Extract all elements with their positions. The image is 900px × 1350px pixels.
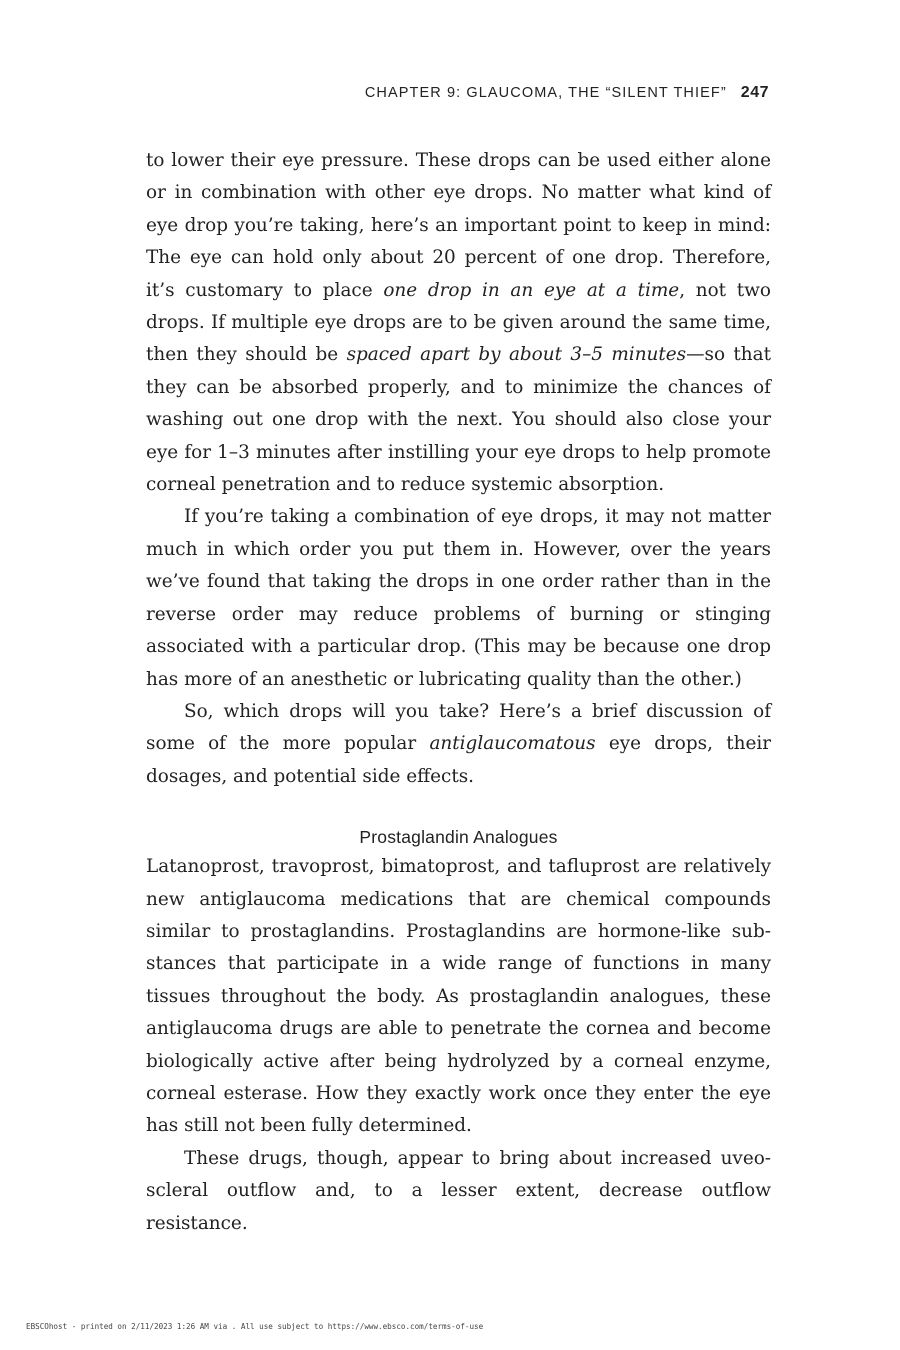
paragraph-1-part-a: to lower their eye pressure. These drops can be used either alone or in combination with other eye drops. No matter what kind of eye drop you’re taking, here’s an important point to keep in mind: The eye can hold only about 20 percent of one drop. Therefore, it’s customary to place xyxy=(146,150,771,301)
paragraph-3-part-a: So, which drops will you take? Here’s a brief discussion of some of the more popular xyxy=(146,700,771,755)
chapter-title: CHAPTER 9: GLAUCOMA, THE “SILENT THIEF” xyxy=(364,85,727,101)
paragraph-4: Latanoprost, travoprost, bimatoprost, and tafluprost are relatively new antiglaucoma medications that are chemical compounds similar to prostaglandins. Prostaglandins are hormone-like substances that participate in a wide range of functions in many tissues throughout the body. As prostaglandin analogues, these antiglaucoma drugs are able to penetrate the cornea and become biologically active after being hydrolyzed by a corneal enzyme, corneal esterase. How they exactly work once they enter the eye has still not been fully determined. xyxy=(146,856,771,1137)
page-number: 247 xyxy=(740,84,769,101)
paragraph-1-emphasis-2: spaced apart by about 3–5 minutes xyxy=(346,344,687,366)
paragraph-3-emphasis: antiglaucomatous xyxy=(429,733,596,755)
paragraph-2: If you’re taking a combination of eye drops, it may not matter much in which order you put them in. However, over the years we’ve found that taking the drops in one order rather than in the reverse order may reduce problems of burning or stinging associated with a particular drop. (This may be because one drop has more of an anesthetic or lubricating quality than the other.) xyxy=(146,506,771,690)
paragraph-1 xyxy=(146,145,771,501)
section-heading: Prostaglandin Analogues xyxy=(359,827,558,848)
paragraph-1-emphasis-1: one drop in an eye at a time xyxy=(383,279,680,301)
paragraph-3 xyxy=(146,696,771,793)
footer-notice: EBSCOhost - printed on 2/11/2023 1:26 AM via . All use subject to https://www.ebsco.com/terms-of-use xyxy=(26,1322,484,1331)
running-head xyxy=(365,84,769,102)
paragraph-3-part-c: eye drops, their dosages, and potential side effects. xyxy=(146,733,771,787)
paragraph-1-part-e: —so that they can be absorbed properly, and to minimize the chances of washing out one drop with the next. You should also close your eye for 1–3 minutes after instilling your eye drops to help promote corneal penetration and to reduce systemic absorption. xyxy=(146,344,771,496)
paragraph-5: These drugs, though, appear to bring about increased uveoscleral outflow and, to a lesser extent, decrease outflow resistance. xyxy=(146,1147,771,1234)
body-text xyxy=(146,145,771,1240)
paragraph-1-part-c: , not two drops. If multiple eye drops are to be given around the same time, then they should be xyxy=(146,279,771,366)
